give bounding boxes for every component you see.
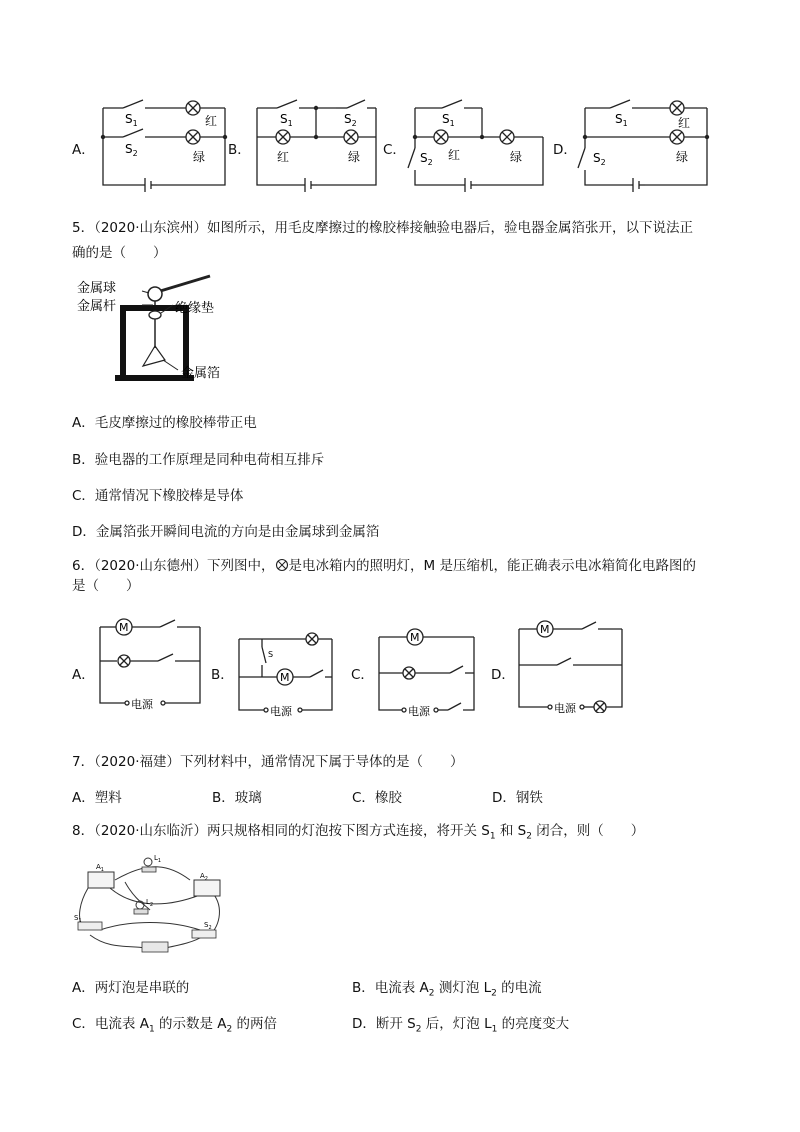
q5-stem-line2: 确的是（ ） <box>72 245 167 261</box>
label-insulating-pad: 绝缘垫 <box>175 301 215 316</box>
q4-circuit-c <box>400 90 550 195</box>
q8-fig-l1-label: $L_1$ <box>154 854 162 864</box>
q8-option-c-sub1: 1 <box>148 1024 155 1035</box>
q7-option-d: D．钢铁 <box>492 790 543 806</box>
q8-stem-part2: 和 S <box>495 823 527 839</box>
label-metal-rod: 金属杆 <box>77 299 117 314</box>
q8-option-b-part2: 测灯泡 L <box>434 980 492 996</box>
q8-fig-a1-label: $A_1$ <box>96 863 104 873</box>
q6-stem-part2: 是电冰箱内的照明灯，M 是压缩机，能正确表示电冰箱简化电路图的 <box>288 558 696 574</box>
q8-physical-circuit-figure <box>70 850 230 958</box>
q4-circuit-d <box>575 90 715 195</box>
motor-label: M <box>119 621 129 634</box>
q8-option-d-part2: 后，灯泡 L <box>421 1016 492 1032</box>
q4-d-red-label: 红 <box>678 116 691 130</box>
q8-fig-s1-label: $S_1$ <box>74 914 82 924</box>
q8-fig-a2-label: $A_2$ <box>200 872 208 882</box>
q5-option-c: C．通常情况下橡胶棒是导体 <box>72 488 244 504</box>
q4-d-s2-label: $S_2$ <box>593 151 606 167</box>
q5-option-b: B．验电器的工作原理是同种电荷相互排斥 <box>72 452 325 468</box>
q7-option-b: B．玻璃 <box>212 790 262 806</box>
q4-a-s2-label: $S_2$ <box>125 142 138 158</box>
q4-c-s1-label: $S_1$ <box>442 112 455 128</box>
q8-fig-l2-label: $L_2$ <box>146 898 154 908</box>
q4-b-s1-label: $S_1$ <box>280 112 293 128</box>
q4-option-a-letter: A． <box>72 142 95 158</box>
q4-option-c-letter: C． <box>383 142 406 158</box>
power-label: 电源 <box>131 698 153 711</box>
q6-stem-part1: 6．（2020·山东德州）下列图中， <box>72 558 275 574</box>
motor-label: M <box>410 631 420 644</box>
label-metal-ball: 金属球 <box>77 281 117 296</box>
q6-circuit-c <box>372 625 484 720</box>
q6-option-d-letter: D． <box>491 667 515 683</box>
q8-option-c-part1: C．电流表 A <box>72 1016 149 1032</box>
motor-label: M <box>280 671 290 684</box>
q8-stem-part3: 闭合，则（ ） <box>531 823 645 839</box>
q4-c-green-label: 绿 <box>510 150 523 164</box>
switch-s-label: S <box>268 650 274 659</box>
q5-electroscope-figure <box>75 268 255 388</box>
q8-option-b-sub1: 2 <box>428 988 435 999</box>
q7-stem: 7．（2020·福建）下列材料中，通常情况下属于导体的是（ ） <box>72 754 464 770</box>
q4-c-red-label: 红 <box>448 148 461 162</box>
q8-option-c <box>72 1014 277 1040</box>
q8-stem-sub2: 2 <box>526 831 532 842</box>
q4-option-b-letter: B． <box>228 142 251 158</box>
q6-circuit-a <box>95 615 210 713</box>
power-label: 电源 <box>554 702 576 713</box>
lamp-icon <box>275 558 289 572</box>
q4-a-red-label: 红 <box>205 114 218 128</box>
q6-circuit-b <box>232 625 344 720</box>
q4-b-green-label: 绿 <box>348 150 361 164</box>
power-label: 电源 <box>270 705 292 718</box>
q4-circuit-b <box>250 90 385 195</box>
q4-a-green-label: 绿 <box>193 150 206 164</box>
q6-option-a-letter: A． <box>72 667 95 683</box>
q8-option-a: A．两灯泡是串联的 <box>72 980 190 996</box>
q8-option-b-part3: 的电流 <box>496 980 542 996</box>
q8-fig-s2-label: $S_2$ <box>204 921 212 931</box>
q7-option-a: A．塑料 <box>72 790 122 806</box>
q8-option-d-part3: 的亮度变大 <box>497 1016 570 1032</box>
q8-stem-sub1: 1 <box>489 831 496 842</box>
q8-option-b-sub2: 2 <box>491 988 497 999</box>
q6-option-b-letter: B． <box>211 667 234 683</box>
q6-option-c-letter: C． <box>351 667 374 683</box>
q4-b-red-label: 红 <box>277 150 290 164</box>
q8-option-b <box>352 978 542 1004</box>
q8-option-c-part2: 的示数是 A <box>154 1016 227 1032</box>
q8-option-d-part1: D．断开 S <box>352 1016 416 1032</box>
q6-circuit-d <box>512 615 630 713</box>
q8-option-c-sub2: 2 <box>226 1024 233 1035</box>
q7-option-c: C．橡胶 <box>352 790 402 806</box>
q4-d-s1-label: $S_1$ <box>615 112 628 128</box>
power-label: 电源 <box>408 705 430 718</box>
q4-a-s1-label: $S_1$ <box>125 112 138 128</box>
q8-stem <box>72 821 644 847</box>
label-metal-foil: 金属箔 <box>181 366 221 381</box>
q4-d-green-label: 绿 <box>676 150 689 164</box>
q8-option-d-sub1: 2 <box>415 1024 422 1035</box>
q5-stem-line1: 5．（2020·山东滨州）如图所示，用毛皮摩擦过的橡胶棒接触验电器后，验电器金属箔张开，以下说法正 <box>72 220 693 236</box>
q8-option-c-part3: 的两倍 <box>232 1016 278 1032</box>
q6-stem-line2: 是（ ） <box>72 578 140 594</box>
q4-b-s2-label: $S_2$ <box>344 112 357 128</box>
q5-option-a: A．毛皮摩擦过的橡胶棒带正电 <box>72 415 257 431</box>
q4-option-d-letter: D． <box>553 142 577 158</box>
q8-option-d <box>352 1014 569 1040</box>
q6-stem-line1 <box>72 556 696 576</box>
q4-c-s2-label: $S_2$ <box>420 151 433 167</box>
q5-option-d: D．金属箔张开瞬间电流的方向是由金属球到金属箔 <box>72 524 380 540</box>
q4-circuit-a <box>95 90 235 195</box>
q8-stem-part1: 8．（2020·山东临沂）两只规格相同的灯泡按下图方式连接，将开关 S <box>72 823 490 839</box>
motor-label: M <box>540 623 550 636</box>
q8-option-b-part1: B．电流表 A <box>352 980 429 996</box>
q8-option-d-sub2: 1 <box>491 1024 498 1035</box>
